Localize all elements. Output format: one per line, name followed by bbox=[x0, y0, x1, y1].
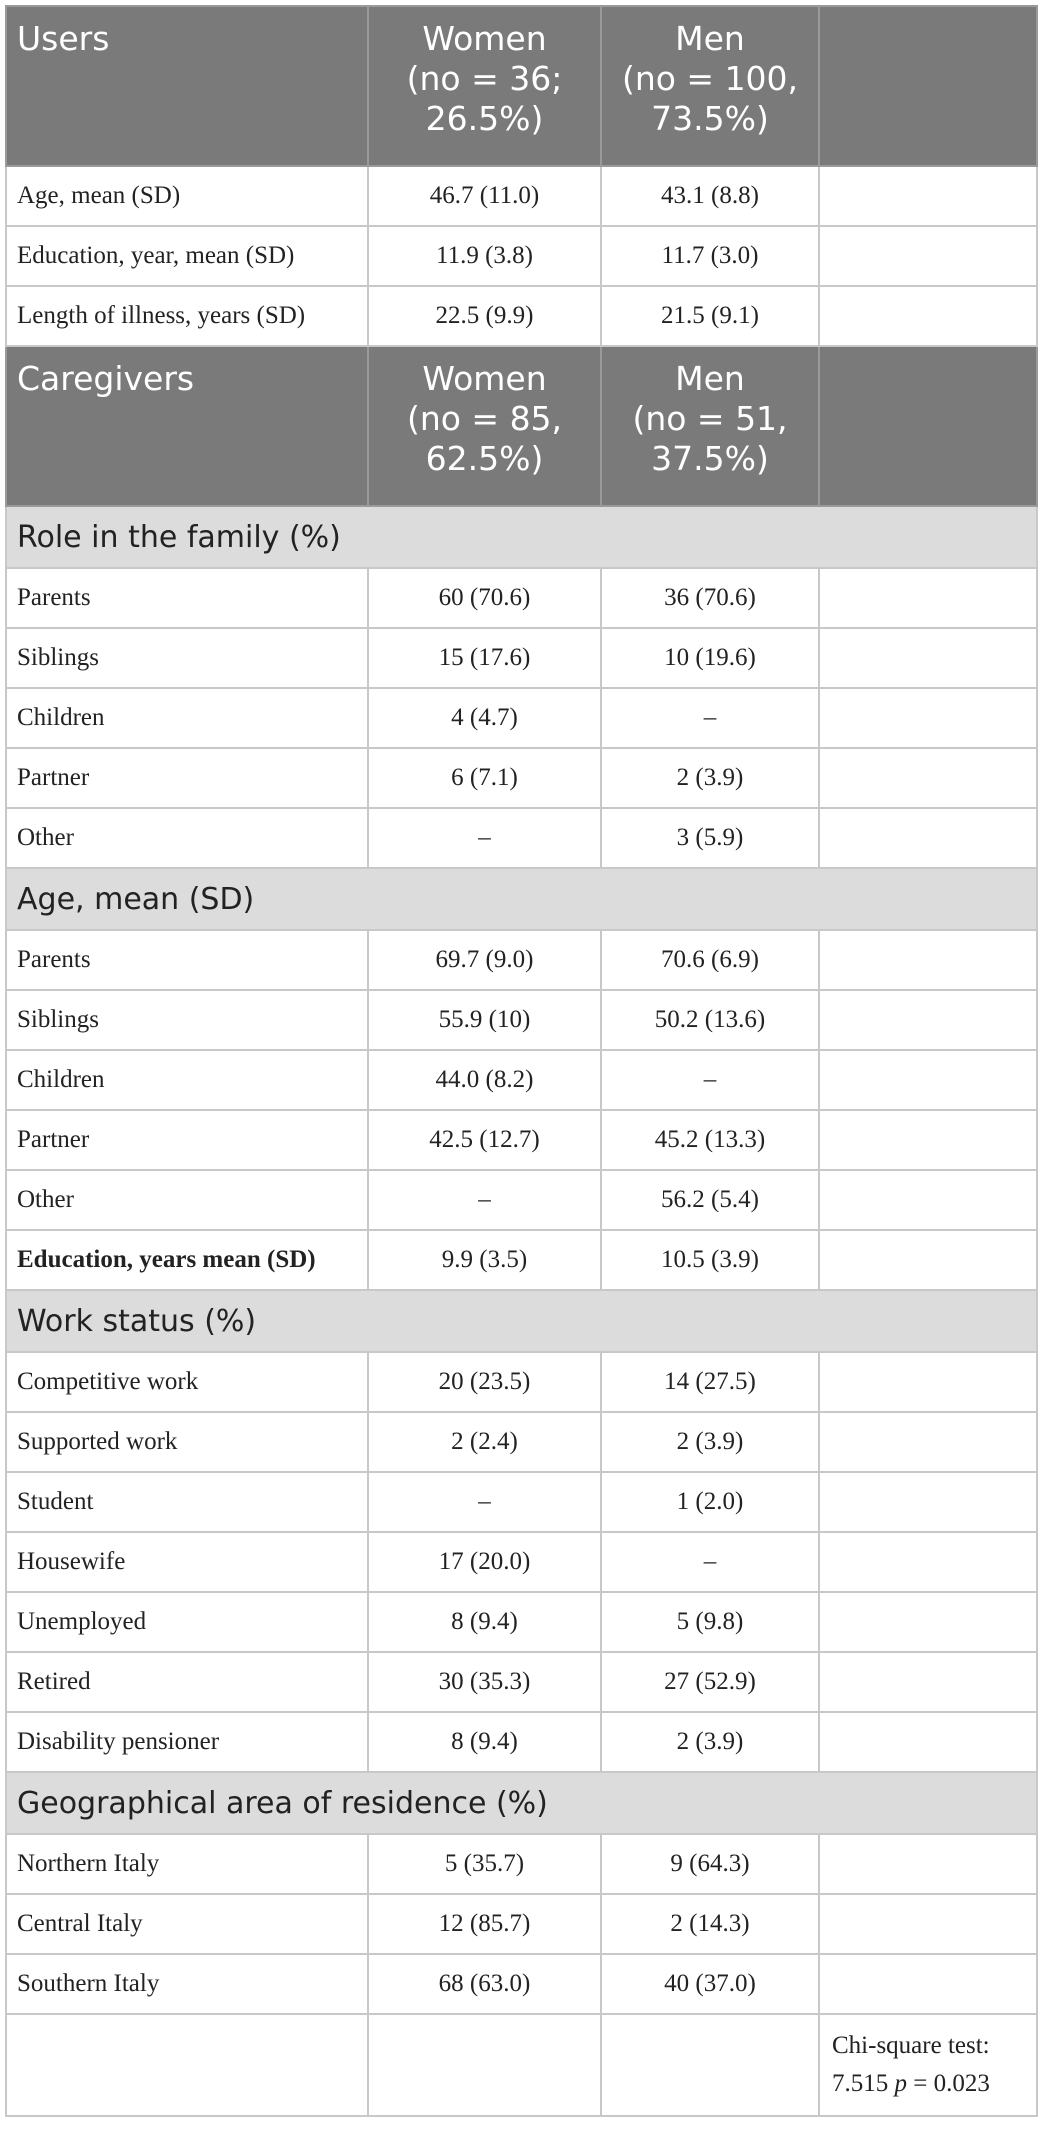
extra-value bbox=[819, 1170, 1037, 1230]
section-title-work: Work status (%) bbox=[6, 1290, 1037, 1352]
men-value: 3 (5.9) bbox=[601, 808, 819, 868]
women-value: 42.5 (12.7) bbox=[368, 1110, 601, 1170]
row-label: Disability pensioner bbox=[6, 1712, 368, 1772]
header-empty-cell bbox=[819, 346, 1037, 506]
extra-value bbox=[819, 628, 1037, 688]
header-line: 26.5%) bbox=[425, 99, 544, 138]
extra-value bbox=[819, 808, 1037, 868]
women-value: 8 (9.4) bbox=[368, 1592, 601, 1652]
table-row bbox=[6, 1532, 1037, 1592]
section-title-age: Age, mean (SD) bbox=[6, 868, 1037, 930]
women-value: – bbox=[368, 1472, 601, 1532]
men-value: – bbox=[601, 688, 819, 748]
men-value: 1 (2.0) bbox=[601, 1472, 819, 1532]
row-label: Southern Italy bbox=[6, 1954, 368, 2014]
header-line: Men bbox=[675, 19, 745, 58]
demographics-table bbox=[5, 5, 1038, 2117]
table-row bbox=[6, 1050, 1037, 1110]
men-value: 50.2 (13.6) bbox=[601, 990, 819, 1050]
extra-value bbox=[819, 930, 1037, 990]
women-value: 12 (85.7) bbox=[368, 1894, 601, 1954]
extra-value bbox=[819, 1472, 1037, 1532]
extra-value bbox=[819, 568, 1037, 628]
men-value: 9 (64.3) bbox=[601, 1834, 819, 1894]
p-symbol: p bbox=[894, 2070, 907, 2097]
table-row bbox=[6, 748, 1037, 808]
women-value: 4 (4.7) bbox=[368, 688, 601, 748]
women-value: 46.7 (11.0) bbox=[368, 166, 601, 226]
table-row bbox=[6, 166, 1037, 226]
men-value: 10.5 (3.9) bbox=[601, 1230, 819, 1290]
women-value: 22.5 (9.9) bbox=[368, 286, 601, 346]
footnote-empty-cell bbox=[368, 2014, 601, 2116]
row-label: Siblings bbox=[6, 628, 368, 688]
row-label: Competitive work bbox=[6, 1352, 368, 1412]
extra-value bbox=[819, 1230, 1037, 1290]
table-row bbox=[6, 1472, 1037, 1532]
section-row bbox=[6, 1290, 1037, 1352]
table-row bbox=[6, 1954, 1037, 2014]
table-row bbox=[6, 1352, 1037, 1412]
row-label: Supported work bbox=[6, 1412, 368, 1472]
extra-value bbox=[819, 286, 1037, 346]
extra-value bbox=[819, 688, 1037, 748]
extra-value bbox=[819, 1652, 1037, 1712]
chi-square-result bbox=[832, 2065, 1036, 2103]
row-label: Central Italy bbox=[6, 1894, 368, 1954]
users-men-header bbox=[601, 6, 819, 166]
table-row bbox=[6, 1412, 1037, 1472]
header-line: (no = 85, bbox=[406, 399, 563, 438]
women-value: 30 (35.3) bbox=[368, 1652, 601, 1712]
men-value: 2 (3.9) bbox=[601, 748, 819, 808]
header-line: Women bbox=[422, 359, 547, 398]
header-line: 62.5%) bbox=[425, 439, 544, 478]
caregivers-header-row bbox=[6, 346, 1037, 506]
extra-value bbox=[819, 1834, 1037, 1894]
row-label: Partner bbox=[6, 748, 368, 808]
men-value: 45.2 (13.3) bbox=[601, 1110, 819, 1170]
women-value: – bbox=[368, 1170, 601, 1230]
section-row bbox=[6, 506, 1037, 568]
women-value: 69.7 (9.0) bbox=[368, 930, 601, 990]
table-row bbox=[6, 568, 1037, 628]
header-line: Women bbox=[422, 19, 547, 58]
row-label: Siblings bbox=[6, 990, 368, 1050]
header-empty-cell bbox=[819, 6, 1037, 166]
table-row bbox=[6, 1712, 1037, 1772]
women-value: 17 (20.0) bbox=[368, 1532, 601, 1592]
row-label: Housewife bbox=[6, 1532, 368, 1592]
row-label: Children bbox=[6, 1050, 368, 1110]
chi-square-note bbox=[819, 2014, 1037, 2116]
footnote-empty-cell bbox=[601, 2014, 819, 2116]
table-row bbox=[6, 628, 1037, 688]
row-label: Other bbox=[6, 808, 368, 868]
men-value: 36 (70.6) bbox=[601, 568, 819, 628]
section-title-role: Role in the family (%) bbox=[6, 506, 1037, 568]
row-label: Parents bbox=[6, 568, 368, 628]
row-label: Parents bbox=[6, 930, 368, 990]
men-value: 70.6 (6.9) bbox=[601, 930, 819, 990]
table-row bbox=[6, 286, 1037, 346]
women-value: 11.9 (3.8) bbox=[368, 226, 601, 286]
women-value: 20 (23.5) bbox=[368, 1352, 601, 1412]
men-value: 27 (52.9) bbox=[601, 1652, 819, 1712]
table-row bbox=[6, 226, 1037, 286]
table-row bbox=[6, 1110, 1037, 1170]
extra-value bbox=[819, 1712, 1037, 1772]
table-row bbox=[6, 1170, 1037, 1230]
women-value: 2 (2.4) bbox=[368, 1412, 601, 1472]
women-value: 8 (9.4) bbox=[368, 1712, 601, 1772]
header-line: (no = 100, bbox=[621, 59, 799, 98]
extra-value bbox=[819, 1050, 1037, 1110]
users-header-title: Users bbox=[6, 6, 368, 166]
table-row bbox=[6, 1652, 1037, 1712]
men-value: 5 (9.8) bbox=[601, 1592, 819, 1652]
table-row bbox=[6, 1894, 1037, 1954]
extra-value bbox=[819, 166, 1037, 226]
table-row bbox=[6, 930, 1037, 990]
men-value: 11.7 (3.0) bbox=[601, 226, 819, 286]
row-label: Partner bbox=[6, 1110, 368, 1170]
men-value: – bbox=[601, 1050, 819, 1110]
table-row bbox=[6, 1592, 1037, 1652]
section-row bbox=[6, 868, 1037, 930]
extra-value bbox=[819, 1894, 1037, 1954]
p-value: = 0.023 bbox=[913, 2070, 990, 2097]
extra-value bbox=[819, 1110, 1037, 1170]
men-value: 43.1 (8.8) bbox=[601, 166, 819, 226]
table-row bbox=[6, 688, 1037, 748]
row-label: Unemployed bbox=[6, 1592, 368, 1652]
header-line: 73.5%) bbox=[651, 99, 769, 138]
women-value: 44.0 (8.2) bbox=[368, 1050, 601, 1110]
extra-value bbox=[819, 1592, 1037, 1652]
row-label-education: Education, years mean (SD) bbox=[6, 1230, 368, 1290]
section-title-geo: Geographical area of residence (%) bbox=[6, 1772, 1037, 1834]
table-row bbox=[6, 1230, 1037, 1290]
chi-square-value: 7.515 bbox=[832, 2070, 889, 2097]
women-value: 60 (70.6) bbox=[368, 568, 601, 628]
men-value: 2 (14.3) bbox=[601, 1894, 819, 1954]
footnote-empty-cell bbox=[6, 2014, 368, 2116]
men-value: – bbox=[601, 1532, 819, 1592]
header-line: 37.5%) bbox=[651, 439, 769, 478]
header-line: Men bbox=[675, 359, 745, 398]
row-label: Length of illness, years (SD) bbox=[6, 286, 368, 346]
women-value: 68 (63.0) bbox=[368, 1954, 601, 2014]
table-row bbox=[6, 1834, 1037, 1894]
section-row bbox=[6, 1772, 1037, 1834]
women-value: – bbox=[368, 808, 601, 868]
row-label: Retired bbox=[6, 1652, 368, 1712]
men-value: 14 (27.5) bbox=[601, 1352, 819, 1412]
table-row bbox=[6, 808, 1037, 868]
women-value: 5 (35.7) bbox=[368, 1834, 601, 1894]
chi-square-label: Chi-square test: bbox=[832, 2032, 990, 2059]
row-label: Children bbox=[6, 688, 368, 748]
row-label: Education, year, mean (SD) bbox=[6, 226, 368, 286]
men-value: 56.2 (5.4) bbox=[601, 1170, 819, 1230]
caregivers-women-header bbox=[368, 346, 601, 506]
extra-value bbox=[819, 226, 1037, 286]
row-label: Age, mean (SD) bbox=[6, 166, 368, 226]
caregivers-header-title: Caregivers bbox=[6, 346, 368, 506]
users-women-header bbox=[368, 6, 601, 166]
men-value: 40 (37.0) bbox=[601, 1954, 819, 2014]
extra-value bbox=[819, 1954, 1037, 2014]
men-value: 2 (3.9) bbox=[601, 1712, 819, 1772]
men-value: 21.5 (9.1) bbox=[601, 286, 819, 346]
row-label: Other bbox=[6, 1170, 368, 1230]
extra-value bbox=[819, 990, 1037, 1050]
women-value: 55.9 (10) bbox=[368, 990, 601, 1050]
table-row bbox=[6, 990, 1037, 1050]
extra-value bbox=[819, 748, 1037, 808]
women-value: 9.9 (3.5) bbox=[368, 1230, 601, 1290]
extra-value bbox=[819, 1532, 1037, 1592]
men-value: 10 (19.6) bbox=[601, 628, 819, 688]
extra-value bbox=[819, 1352, 1037, 1412]
users-header-row bbox=[6, 6, 1037, 166]
row-label: Northern Italy bbox=[6, 1834, 368, 1894]
extra-value bbox=[819, 1412, 1037, 1472]
header-line: (no = 36; bbox=[406, 59, 563, 98]
women-value: 6 (7.1) bbox=[368, 748, 601, 808]
header-line: (no = 51, bbox=[632, 399, 788, 438]
men-value: 2 (3.9) bbox=[601, 1412, 819, 1472]
women-value: 15 (17.6) bbox=[368, 628, 601, 688]
footnote-row bbox=[6, 2014, 1037, 2116]
row-label: Student bbox=[6, 1472, 368, 1532]
caregivers-men-header bbox=[601, 346, 819, 506]
